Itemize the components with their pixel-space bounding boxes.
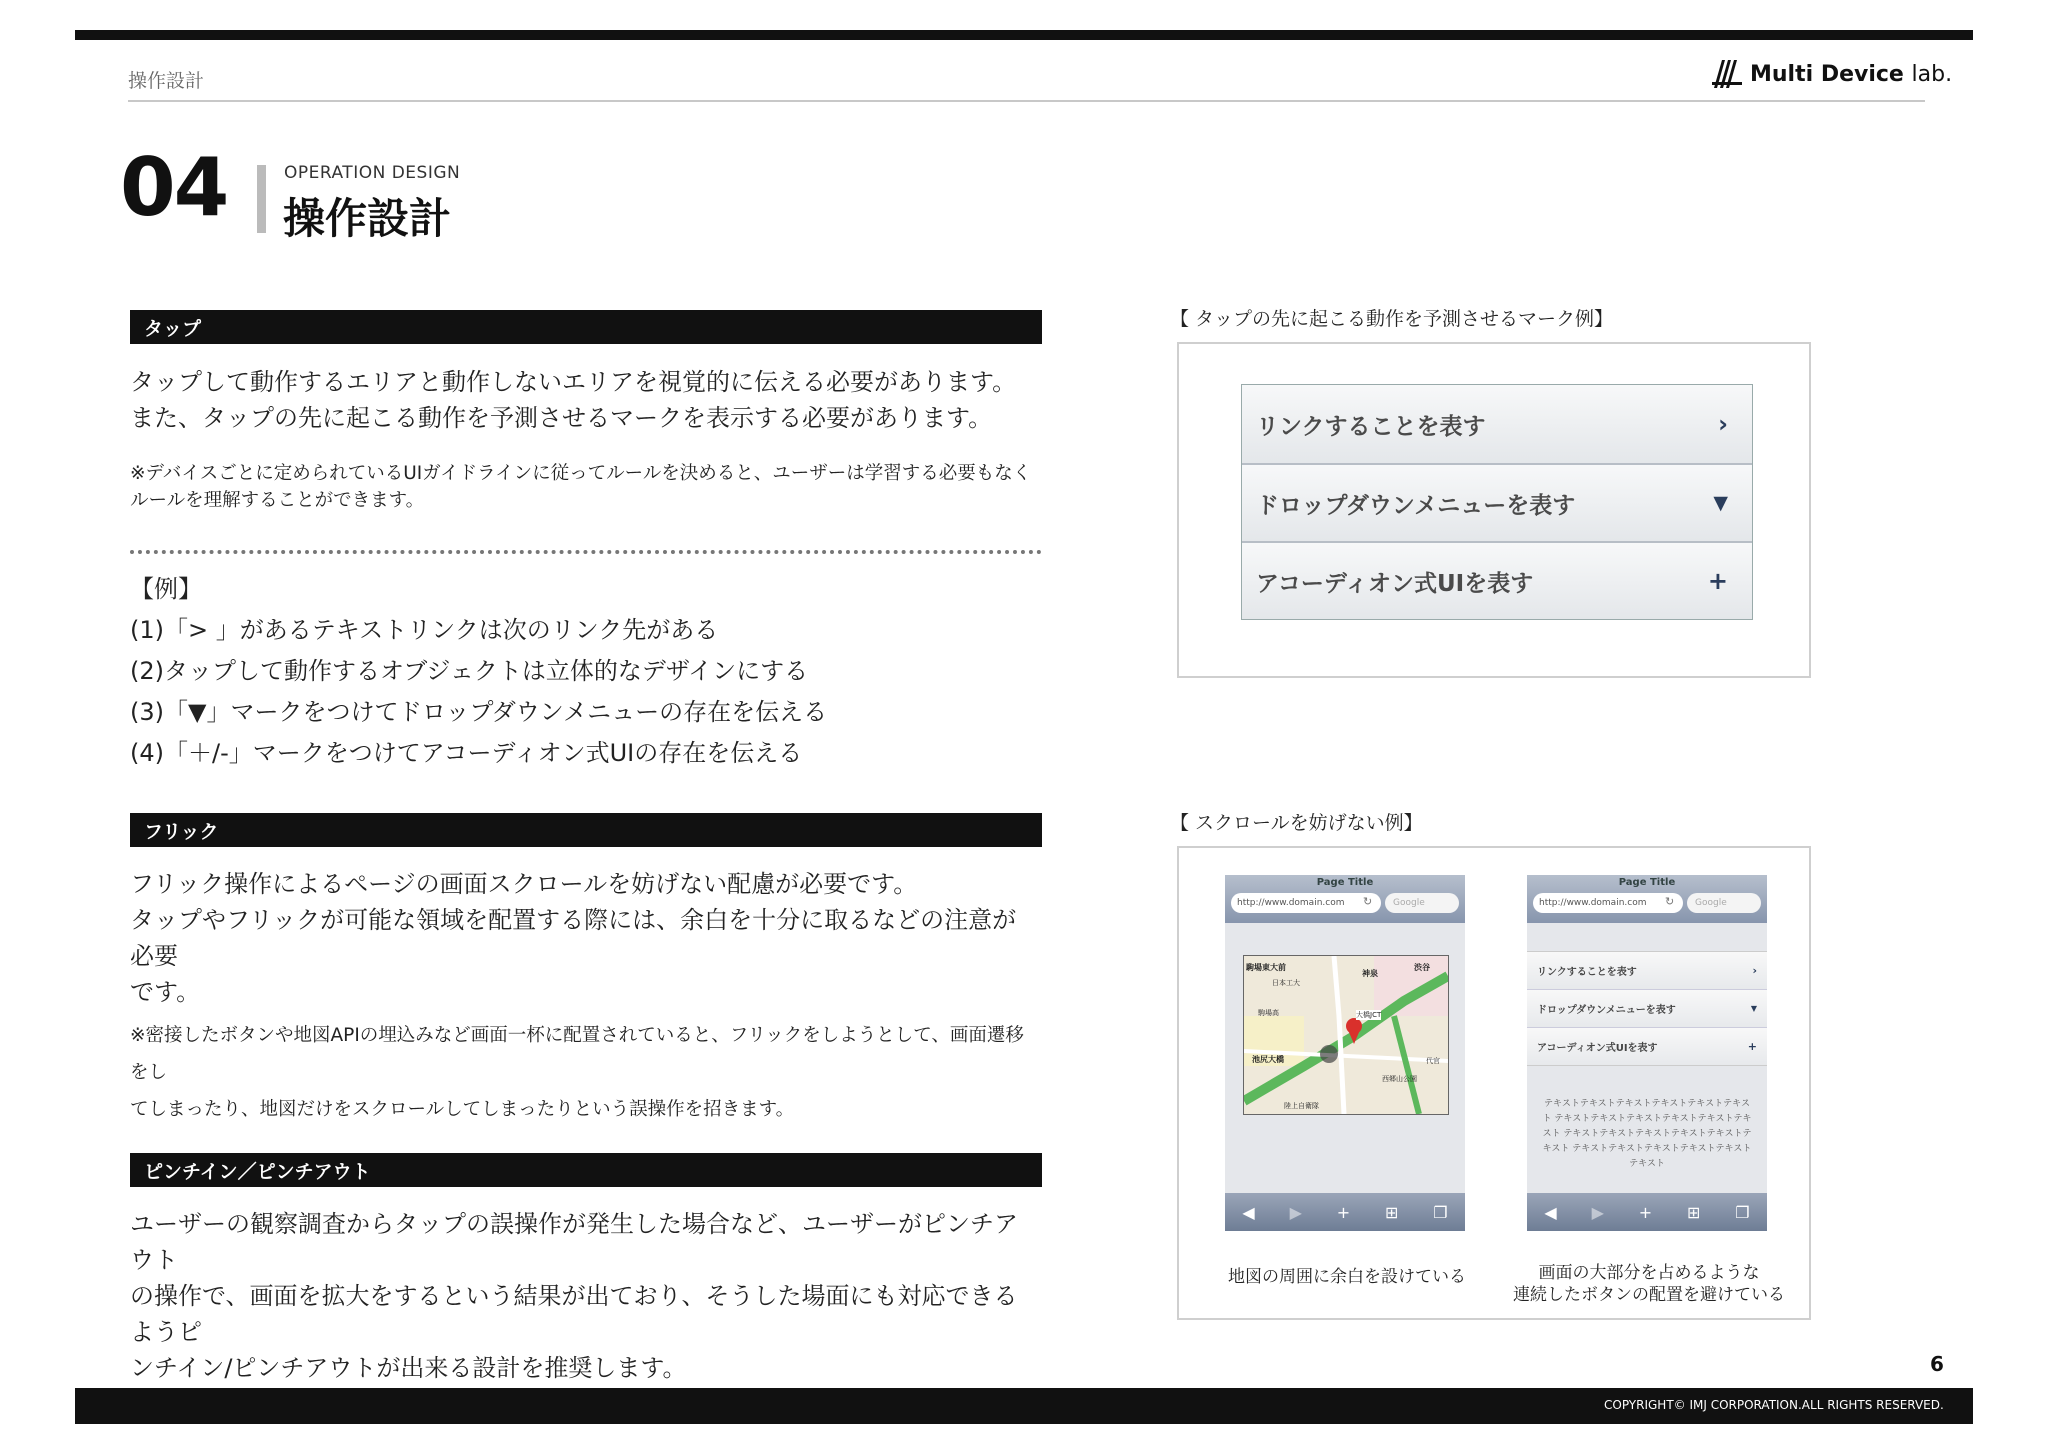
- logo-text: Multi Device lab.: [1750, 61, 1953, 87]
- tap-heading-band: [130, 310, 1042, 344]
- figure2-frame: [1177, 846, 1811, 1320]
- map-label: 代官: [1426, 1057, 1440, 1065]
- mark-example-accordion-row[interactable]: [1242, 541, 1752, 619]
- figure2-caption: 【 スクロールを妨げない例】: [1170, 812, 1423, 834]
- map-label: 池尻大橋: [1252, 1055, 1284, 1064]
- pinch-lead-line: ユーザーの観察調査からタップの誤操作が発生した場合など、ユーザーがピンチアウト: [130, 1210, 1018, 1274]
- reload-icon[interactable]: ↻: [1665, 895, 1675, 908]
- pinch-lead-line: ンチイン/ピンチアウトが出来る設計を推奨します。: [130, 1354, 687, 1382]
- chevron-right-icon: ›: [1752, 964, 1757, 977]
- pages-icon[interactable]: ❐: [1433, 1202, 1448, 1222]
- map-label: 日本工大: [1272, 979, 1300, 987]
- mark-example-link-row[interactable]: [1242, 385, 1752, 463]
- section-number: 04: [120, 141, 228, 234]
- map-label: 陸上自衛隊: [1284, 1102, 1319, 1110]
- tap-note-line: ルールを理解することができます。: [130, 490, 425, 511]
- section-title: 操作設計: [283, 194, 452, 243]
- header-divider: [128, 100, 1925, 102]
- row-label: アコーディオン式UIを表す: [1537, 1043, 1658, 1054]
- tap-lead: [130, 364, 1030, 436]
- tap-lead-line: また、タップの先に起こる動作を予測させるマークを表示する必要があります。: [130, 404, 993, 432]
- search-field[interactable]: Google: [1687, 893, 1761, 913]
- browser-titlebar: [1527, 875, 1767, 923]
- pinch-heading-band: [130, 1153, 1042, 1187]
- row-label: ドロップダウンメニューを表す: [1256, 492, 1576, 519]
- back-icon[interactable]: ◀: [1242, 1202, 1255, 1222]
- flick-heading-band: [130, 813, 1042, 847]
- map-label: 大橋JCT: [1356, 1011, 1382, 1019]
- url-field[interactable]: http://www.domain.com: [1231, 893, 1381, 913]
- example-item: (3)「▼」マークをつけてドロップダウンメニューの存在を伝える: [130, 698, 828, 726]
- pinch-lead-line: の操作で、画面を拡大をするという結果が出ており、そうした場面にも対応できるようピ: [130, 1282, 1018, 1346]
- copyright-text: COPYRIGHT© IMJ CORPORATION.ALL RIGHTS RESERVED.: [1604, 1398, 1944, 1412]
- tap-lead-line: タップして動作するエリアと動作しないエリアを視覚的に伝える必要があります。: [130, 368, 1017, 396]
- flick-lead-line: です。: [130, 978, 201, 1006]
- tap-note-line: ※デバイスごとに定められているUIガイドラインに従ってルールを決めると、ユーザーは学習する必要もなく: [130, 463, 1032, 484]
- row-label: リンクすることを表す: [1256, 413, 1486, 440]
- mini-link-row[interactable]: [1527, 952, 1767, 989]
- browser-titlebar: [1225, 875, 1465, 923]
- browser-toolbar: [1225, 1193, 1465, 1231]
- flick-heading: フリック: [144, 820, 219, 843]
- figure1-frame: [1177, 342, 1811, 678]
- example-item: (2)タップして動作するオブジェクトは立体的なデザインにする: [130, 657, 809, 685]
- browser-toolbar: [1527, 1193, 1767, 1231]
- reload-icon[interactable]: ↻: [1363, 895, 1373, 908]
- mini-button-list: [1527, 951, 1767, 1066]
- section-divider: [257, 165, 266, 233]
- example-item: (1)「> 」があるテキストリンクは次のリンク先がある: [130, 616, 719, 644]
- logo-mark-icon: [1712, 60, 1742, 88]
- row-label: リンクすることを表す: [1537, 967, 1637, 978]
- figure2-left-caption: 地図の周囲に余白を設けている: [1228, 1267, 1466, 1287]
- back-icon[interactable]: ◀: [1544, 1202, 1557, 1222]
- row-label: ドロップダウンメニューを表す: [1537, 1005, 1676, 1016]
- mini-accordion-row[interactable]: [1527, 1027, 1767, 1065]
- triangle-down-icon: ▼: [1750, 1004, 1757, 1013]
- header-section-label: 操作設計: [128, 70, 205, 92]
- url-field[interactable]: http://www.domain.com: [1533, 893, 1683, 913]
- bookmarks-icon[interactable]: ⊞: [1686, 1202, 1701, 1222]
- forward-icon[interactable]: ▶: [1289, 1202, 1302, 1222]
- map-label: 西郷山公園: [1382, 1075, 1417, 1083]
- triangle-down-icon: ▼: [1713, 492, 1728, 514]
- page-title: Page Title: [1316, 877, 1374, 888]
- forward-icon[interactable]: ▶: [1591, 1202, 1604, 1222]
- figure1-caption: 【 タップの先に起こる動作を予測させるマーク例】: [1170, 308, 1614, 330]
- mini-dropdown-row[interactable]: [1527, 989, 1767, 1027]
- add-icon[interactable]: +: [1638, 1202, 1653, 1222]
- map-label: 駒場高: [1258, 1009, 1279, 1017]
- dummy-text-block: テキストテキストテキストテキストテキストテキスト テキストテキストテキストテキストテキストテキスト テキストテキストテキストテキストテキストテキスト テキストテキストテキストテキストテキストテキスト: [1542, 1099, 1752, 1169]
- bookmarks-icon[interactable]: ⊞: [1384, 1202, 1399, 1222]
- flick-lead-line: タップやフリックが可能な領域を配置する際には、余白を十分に取るなどの注意が必要: [130, 906, 1017, 970]
- flick-lead: [130, 866, 1030, 1010]
- caption-line: 画面の大部分を占めるような: [1538, 1263, 1760, 1283]
- example-title: 【例】: [130, 575, 202, 603]
- phone-mock-list: [1527, 875, 1767, 1231]
- plus-icon: +: [1707, 567, 1728, 595]
- section-title-en: OPERATION DESIGN: [284, 163, 461, 183]
- top-border: [75, 30, 1973, 40]
- figure2-right-caption: [1509, 1262, 1789, 1306]
- flick-note: [130, 1017, 1040, 1128]
- search-field[interactable]: Google: [1385, 893, 1459, 913]
- tap-note: [130, 460, 1040, 514]
- flick-lead-line: フリック操作によるページの画面スクロールを妨げない配慮が必要です。: [130, 870, 918, 898]
- pinch-lead: [130, 1206, 1030, 1386]
- tap-heading: タップ: [144, 317, 202, 340]
- map-label: 神泉: [1362, 969, 1378, 978]
- page-title: Page Title: [1618, 877, 1676, 888]
- row-label: アコーディオン式UIを表す: [1256, 570, 1534, 597]
- dotted-divider: [130, 550, 1042, 554]
- logo: [1712, 58, 1952, 90]
- pinch-heading: ピンチイン／ピンチアウト: [144, 1160, 371, 1183]
- page-number: 6: [1930, 1352, 1944, 1376]
- mark-example-list: [1241, 384, 1753, 620]
- caption-line: 連続したボタンの配置を避けている: [1513, 1285, 1785, 1305]
- chevron-right-icon: ›: [1718, 410, 1728, 438]
- map-embed[interactable]: [1243, 955, 1449, 1115]
- phone-mock-map: [1225, 875, 1465, 1231]
- add-icon[interactable]: +: [1336, 1202, 1351, 1222]
- pages-icon[interactable]: ❐: [1735, 1202, 1750, 1222]
- example-item: (4)「＋/-」マークをつけてアコーディオン式UIの存在を伝える: [130, 739, 803, 767]
- mark-example-dropdown-row[interactable]: [1242, 463, 1752, 541]
- map-label: 駒場東大前: [1246, 963, 1286, 972]
- map-label: 渋谷: [1414, 963, 1430, 972]
- plus-icon: +: [1747, 1040, 1757, 1053]
- flick-note-line: てしまったり、地図だけをスクロールしてしまったりという誤操作を招きます。: [130, 1099, 795, 1120]
- flick-note-line: ※密接したボタンや地図APIの埋込みなど画面一杯に配置されていると、フリックをしようとして、画面遷移をし: [130, 1025, 1024, 1083]
